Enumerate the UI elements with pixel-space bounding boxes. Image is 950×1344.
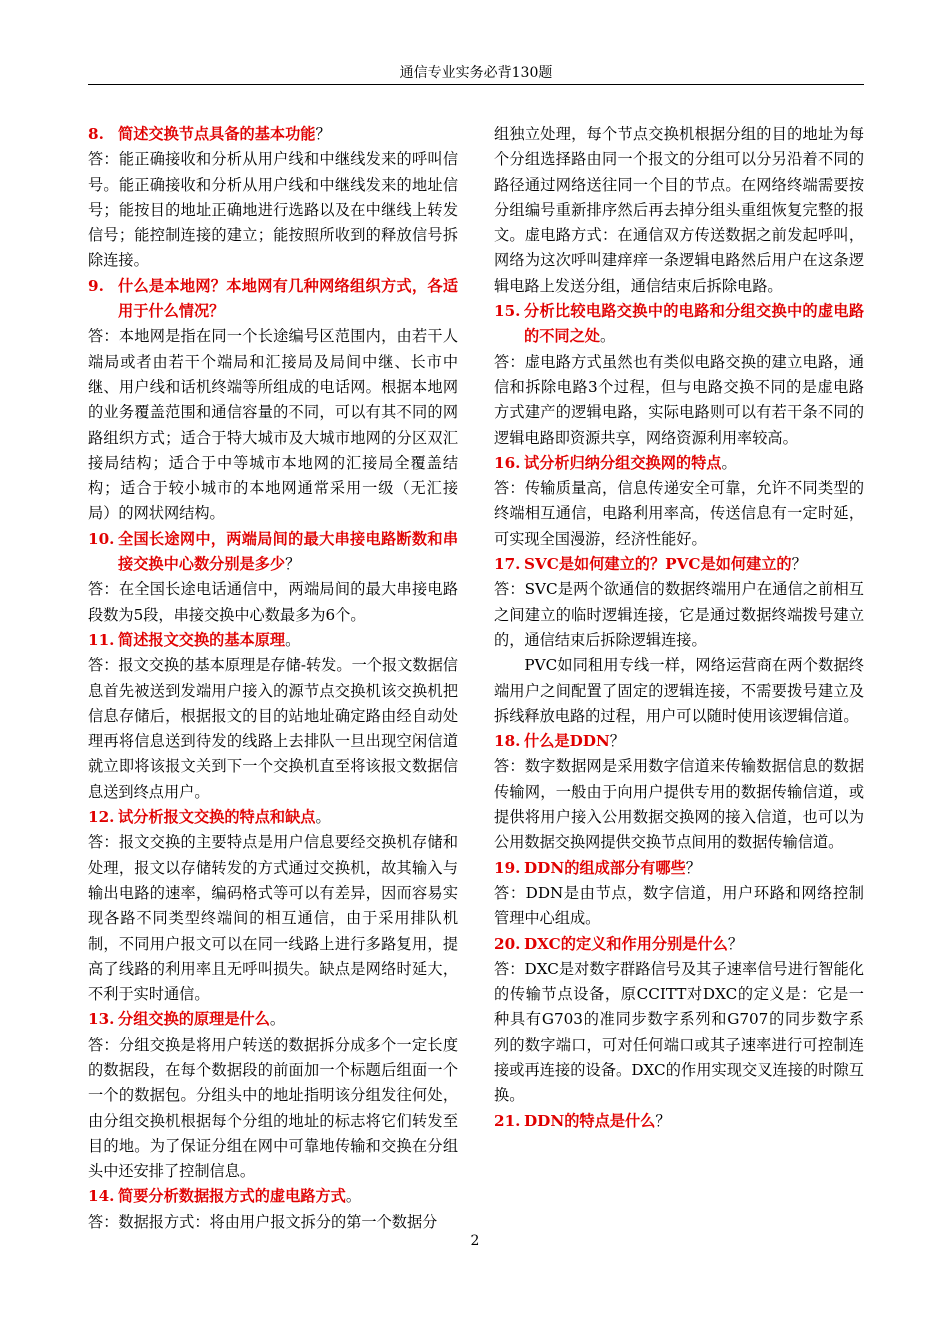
qa-item — [88, 805, 458, 1007]
question — [88, 122, 458, 147]
qa-item — [494, 1109, 864, 1134]
answer-paragraph: 答：传输质量高，信息传递安全可靠，允许不同类型的终端相互通信，电路利用率高，传送信息有一定时延，可实现全国漫游，经济性能好。 — [494, 479, 864, 548]
question-mark: ？ — [685, 858, 701, 877]
question-mark: 。 — [315, 808, 331, 827]
question — [88, 805, 458, 830]
answer-paragraph: 答：虚电路方式虽然也有类似电路交换的建立电路，通信和拆除电路3个过程，但与电路交换不同的是虚电路方式建产的逻辑电路，实际电路则可以有若干条不同的逻辑电路即资源共享，网络资源利用率较高。 — [494, 352, 864, 447]
question-text-wrap — [524, 729, 864, 754]
question — [88, 1184, 458, 1209]
qa-item — [494, 729, 864, 855]
qa-item — [494, 552, 864, 729]
question — [88, 527, 458, 578]
answer-paragraph: 答：DXC是对数字群路信号及其子速率信号进行智能化的传输节点设备，原CCITT对DXC的定义是：它是一种具有G703的准同步数字系列和G707的同步数字系列的数字端口，可对任何端口或其子速率进行可控制连接或再连接的设备。DXC的作用实现交叉连接的时隙互换。 — [494, 959, 864, 1105]
page-header: 通信专业实务必背130题 — [399, 65, 553, 81]
qa-item — [88, 122, 458, 274]
qa-item — [88, 274, 458, 527]
question-mark: ？ — [609, 732, 625, 751]
question — [494, 856, 864, 881]
answer-paragraph: 组独立处理，每个节点交换机根据分组的目的地址为每个分组选择路由同一个报文的分组可以分另沿着不同的路径通过网络送往同一个目的节点。在网络终端需要按分组编号重新排序然后再去掉分组头重组恢复完整的报文。虚电路方式：在通信双方传送数据之前发起呼叫，网络为这次呼叫建痒痒一条逻辑电路然后用户在这条逻辑电路上发送分组，通信结束后拆除电路。 — [494, 125, 864, 295]
question-text: 简述报文交换的基本原理 — [118, 630, 286, 649]
answer-paragraph: 答：数据报方式：将由用户报文拆分的第一个数据分 — [88, 1212, 438, 1231]
question-text: 全国长途网中，两端局间的最大串接电路断数和串接交换中心数分别是多少 — [118, 529, 458, 574]
question — [494, 299, 864, 350]
question-text: 试分析归纳分组交换网的特点 — [524, 453, 722, 472]
question-text: 简要分析数据报方式的虚电路方式 — [118, 1187, 346, 1206]
qa-item — [88, 1184, 458, 1235]
question-mark: ？ — [315, 125, 331, 143]
qa-item — [494, 932, 864, 1109]
question-number: 21. — [494, 1111, 521, 1130]
qa-item — [494, 299, 864, 451]
question-text-wrap — [118, 1007, 458, 1032]
question-text-wrap — [118, 628, 458, 653]
question-text: DDN的特点是什么 — [524, 1111, 656, 1130]
question-text-wrap — [118, 527, 458, 578]
page-number: 2 — [470, 1233, 480, 1249]
question-mark: 。 — [721, 453, 737, 472]
question-text: 什么是本地网？本地网有几种网络组织方式，各适用于什么情况？ — [118, 276, 458, 321]
question-mark: ？ — [655, 1111, 671, 1130]
left-column — [88, 122, 458, 1235]
qa-item — [88, 1007, 458, 1184]
qa-item — [494, 451, 864, 552]
question — [88, 274, 458, 325]
answer-paragraph: 答：报文交换的基本原理是存储-转发。一个报文数据信息首先被送到发端用户接入的源节点交换机该交换机把信息存储后，根据报文的目的站地址确定路由经自动处理再将信息送到待发的线路上去排队一旦出现空闲信道就立即将该报文关到下一个交换机直至将该报文数据信息送到终点用户。 — [88, 656, 458, 801]
question-number: 13. — [88, 1010, 115, 1029]
qa-item — [88, 527, 458, 628]
question-text: DDN的组成部分有哪些 — [524, 858, 686, 877]
question-text: 什么是DDN — [524, 732, 610, 751]
question-mark: 。 — [285, 630, 301, 649]
question-text-wrap — [118, 805, 458, 830]
question-number: 11. — [88, 630, 115, 649]
question-mark: 。 — [599, 327, 616, 346]
question-text: 试分析报文交换的特点和缺点 — [118, 808, 316, 827]
header-rule — [88, 84, 864, 85]
qa-item — [494, 122, 864, 299]
question-text-wrap — [524, 552, 864, 577]
question-number: 10. — [88, 529, 115, 548]
question-text-wrap — [524, 299, 864, 350]
question — [494, 552, 864, 577]
question — [494, 1109, 864, 1134]
question-number: 19. — [494, 858, 521, 877]
question-text: 简述交换节点具备的基本功能 — [118, 125, 316, 143]
question-number: 12. — [88, 808, 115, 827]
question-mark: 。 — [345, 1187, 361, 1206]
question — [494, 932, 864, 957]
question-text: SVC是如何建立的？PVC是如何建立的 — [524, 555, 792, 574]
question-number: 16. — [494, 453, 521, 472]
question-text-wrap — [118, 1184, 458, 1209]
right-column — [494, 122, 864, 1134]
question-number: 20. — [494, 934, 521, 953]
question-number: 8. — [88, 125, 104, 143]
question-number: 15. — [494, 302, 521, 321]
question — [88, 628, 458, 653]
answer-paragraph: 答：能正确接收和分析从用户线和中继线发来的呼叫信号。能正确接收和分析从用户线和中继线发来的地址信号；能按目的地址正确地进行选路以及在中继线上转发信号；能控制连接的建立；能按照所收到的释放信号拆除连接。 — [88, 150, 458, 270]
question-text-wrap — [524, 932, 864, 957]
question-number: 14. — [88, 1187, 115, 1206]
qa-item — [88, 628, 458, 805]
question-text-wrap — [118, 274, 458, 325]
question-mark: ？ — [285, 555, 301, 574]
answer-paragraph: PVC如同租用专线一样，网络运营商在两个数据终端用户之间配置了固定的逻辑连接，不需要拨号建立及拆线释放电路的过程，用户可以随时使用该逻辑信道。 — [494, 656, 864, 725]
question — [494, 451, 864, 476]
question-mark: ？ — [727, 934, 744, 953]
question-number: 17. — [494, 555, 521, 574]
question — [494, 729, 864, 754]
question — [88, 1007, 458, 1032]
answer-paragraph: 答：SVC是两个欲通信的数据终端用户在通信之前相互之间建立的临时逻辑连接，它是通过数据终端拨号建立的，通信结束后拆除逻辑连接。 — [494, 580, 864, 649]
question-mark: ？ — [791, 555, 807, 574]
answer-paragraph: 答：本地网是指在同一个长途编号区范围内，由若干人端局或者由若干个端局和汇接局及局间中继、长市中继、用户线和话机终端等所组成的电话网。根据本地网的业务覆盖范围和通信容量的不同，可以有其不同的网路组织方式；适合于特大城市及大城市地网的分区双汇接局结构；适合于中等城市本地网的汇接局全覆盖结构；适合于较小城市的本地网通常采用一级（无汇接局）的网状网结构。 — [88, 327, 458, 523]
question-number: 9. — [88, 276, 104, 295]
question-text-wrap — [524, 1109, 864, 1134]
question-text-wrap — [524, 451, 864, 476]
question-text: 分析比较电路交换中的电路和分组交换中的虚电路的不同之处 — [524, 302, 864, 346]
question-text: 分组交换的原理是什么 — [118, 1010, 270, 1029]
question-number: 18. — [494, 732, 521, 751]
question-text: DXC的定义和作用分别是什么 — [524, 934, 728, 953]
answer-paragraph: 答：数字数据网是采用数字信道来传输数据信息的数据传输网，一般由于向用户提供专用的数据传输信道，或提供将用户接入公用数据交换网的接入信道，也可以为公用数据交换网提供交换节点间用的数据传输信道。 — [494, 757, 864, 852]
question-text-wrap — [524, 856, 864, 881]
question-mark: 。 — [269, 1010, 286, 1029]
qa-item — [494, 856, 864, 932]
question-text-wrap — [118, 122, 458, 147]
answer-paragraph: 答：报文交换的主要特点是用户信息要经交换机存储和处理，报文以存储转发的方式通过交换机，故其输入与输出电路的速率，编码格式等可以有差异，因而容易实现各路不同类型终端间的相互通信，由于采用排队机制，不同用户报文可以在同一线路上进行多路复用，提高了线路的利用率且无呼叫损失。缺点是网络时延大，不利于实时通信。 — [88, 833, 458, 1004]
answer-paragraph: 答：在全国长途电话通信中，两端局间的最大串接电路段数为5段，串接交换中心数最多为6个。 — [88, 580, 458, 624]
answer-paragraph: 答：分组交换是将用户转送的数据拆分成多个一定长度的数据段，在每个数据段的前面加一个标题后组面一个一个的数据包。分组头中的地址指明该分组发往何处，由分组交换机根据每个分组的地址的标志将它们转发至目的地。为了保证分组在网中可靠地传输和交换在分组头中还安排了控制信息。 — [88, 1035, 458, 1181]
answer-paragraph: 答：DDN是由节点，数字信道，用户环路和网络控制管理中心组成。 — [494, 883, 864, 928]
